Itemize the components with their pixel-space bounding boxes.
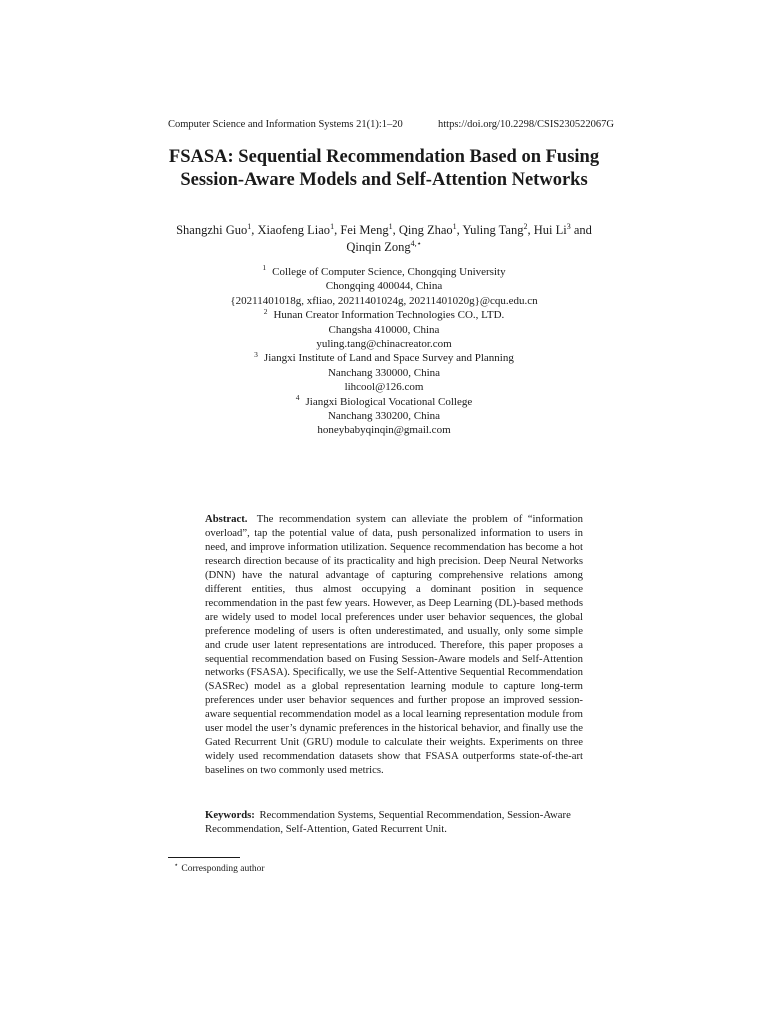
affiliation-institution: $^2$ Hunan Creator Information Technologies CO., LTD. <box>263 306 505 322</box>
keywords-label: Keywords: <box>205 809 255 821</box>
footnote-text: Corresponding author <box>181 864 265 874</box>
author: Shangzhi Guo$^1$, <box>176 221 258 237</box>
affiliation-institution: $^3$ Jiangxi Institute of Land and Space Survey and Planning <box>254 349 514 365</box>
author: Xiaofeng Liao$^1$, <box>257 221 341 237</box>
doi-link[interactable]: https://doi.org/10.2298/CSIS230522067G <box>438 119 614 130</box>
author: Qing Zhao$^1$, <box>398 221 463 237</box>
abstract-text: The recommendation system can alleviate the problem of “information overload”, tap the potential value of data, push personalized information to users in need, and improve information utilization. Sequence recommendation has become a hot research direction because of its practicality and high precision. Deep Neural Networks (DNN) have the natural advantage of capturing comprehensive relations among different entities, thus almost occupying a dominant position in sequence recommendation in the past few years. However, as Deep Learning (DL)-based methods are widely used to model local preferences under user behavior sequences, the global preference modeling of users is often underestimated, and usually, only some simple and crude user latent representations are introduced. Therefore, this paper proposes a sequential recommendation based on Fusing Session-Aware models and Self-Attention networks (FSASA). Specifically, we use the Self-Attentive Sequential Recommendation (SASRec) model as a global representation learning module to capture long-term preferences under user behavior sequences and further propose an improved session-aware sequential recommendation model as a local learning representation module from user model the user’s dynamic preferences in the historical behavior, and finally use the Gated Recurrent Unit (GRU) module to calculate their weights. Experiments on three widely used recommendation datasets show that FSASA outperforms state-of-the-art baselines on two commonly used metrics. <box>205 513 583 777</box>
author-list <box>160 222 608 256</box>
footnote-rule <box>168 857 240 858</box>
running-head <box>168 118 614 132</box>
affiliation-email: honeybabyqinqin@gmail.com <box>317 424 451 437</box>
keywords <box>205 809 585 837</box>
title-line-2: Session-Aware Models and Self-Attention Networks <box>180 170 588 190</box>
affiliation-email: lihcool@126.com <box>344 381 424 394</box>
affiliation-institution: $^4$ Jiangxi Biological Vocational College <box>295 393 473 408</box>
author-corresponding: Qinqin Zong$^{4,⋆}$ <box>346 238 422 254</box>
affiliation-list <box>160 265 608 438</box>
abstract <box>205 513 583 778</box>
author: Yuling Tang$^2$, <box>462 221 534 237</box>
affiliation-address: Nanchang 330200, China <box>327 410 441 423</box>
affiliation-address: Chongqing 400044, China <box>325 280 443 293</box>
affiliation-email: yuling.tang@chinacreator.com <box>316 338 452 351</box>
abstract-label: Abstract. <box>205 513 248 525</box>
footnote <box>174 860 265 875</box>
title-line-1: FSASA: Sequential Recommendation Based on Fusing <box>168 147 600 167</box>
footnote-mark: ⋆ <box>174 860 179 869</box>
paper-title <box>120 146 648 192</box>
author: Hui Li$^3$ and <box>533 221 592 237</box>
affiliation-address: Nanchang 330000, China <box>327 366 441 379</box>
journal-citation: Computer Science and Information Systems 21(1):1–20 <box>168 119 403 130</box>
affiliation-address: Changsha 410000, China <box>328 323 440 336</box>
affiliation-email: {20211401018g, xfliao, 20211401024g, 20211401020g}@cqu.edu.cn <box>230 294 538 307</box>
keywords-text: Recommendation Systems, Sequential Recommendation, Session-Aware Recommendation, Self-Attention, Gated Recurrent Unit. <box>205 809 571 835</box>
author: Fei Meng$^1$, <box>340 221 399 237</box>
affiliation-institution: $^1$ College of Computer Science, Chongqing University <box>262 263 506 278</box>
